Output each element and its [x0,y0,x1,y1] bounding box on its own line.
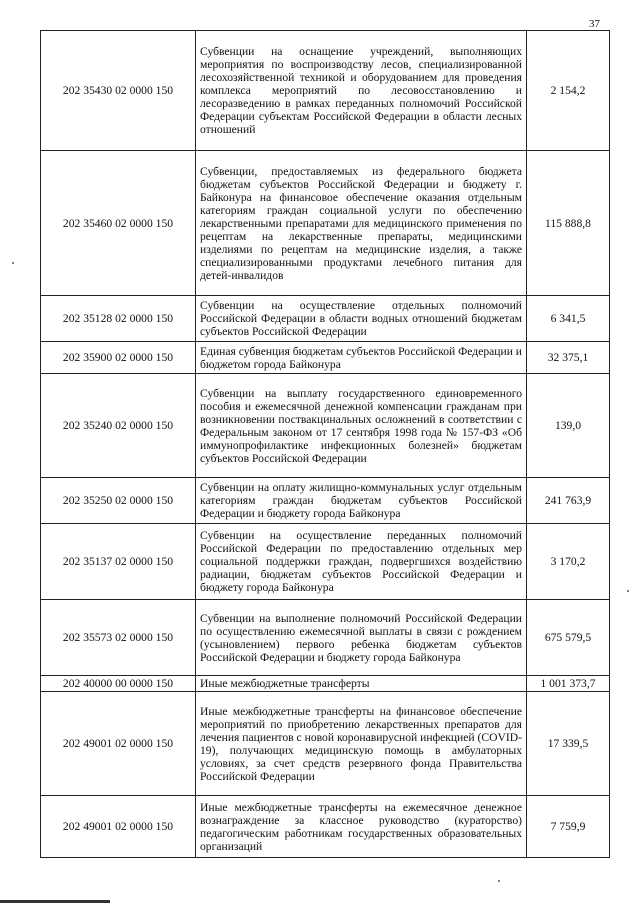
budget-item-name: Единая субвенция бюджетам субъектов Российской Федерации и бюджетом города Байконура [196,342,527,374]
table-row [41,374,610,478]
table-row [41,676,610,692]
budget-item-name: Субвенции на оснащение учреждений, выполняющих мероприятия по воспроизводству лесов, специализированной лесохозяйственной техникой и оборудованием для проведения комплекса мероприятий по лесовосстановлению и лесоразведению в рамках переданных полномочий Российской Федерации субъектам Российской Федерации в области лесных отношений [196,31,527,151]
table-row [41,31,610,151]
budget-code: 202 35240 02 0000 150 [41,374,196,478]
budget-code: 202 35573 02 0000 150 [41,600,196,676]
scan-artifact-line [0,900,110,903]
budget-code: 202 49001 02 0000 150 [41,796,196,858]
scan-artifact-dot [627,590,629,592]
budget-amount: 139,0 [527,374,610,478]
table-row [41,296,610,342]
budget-code: 202 35460 02 0000 150 [41,151,196,296]
budget-item-name: Субвенции на оплату жилищно-коммунальных услуг отдельным категориям граждан бюджетам субъектов Российской Федерации и бюджету города Байконура [196,478,527,524]
budget-code: 202 35900 02 0000 150 [41,342,196,374]
budget-amount: 6 341,5 [527,296,610,342]
budget-amount: 115 888,8 [527,151,610,296]
budget-item-name: Иные межбюджетные трансферты [196,676,527,692]
table-row [41,796,610,858]
budget-amount: 1 001 373,7 [527,676,610,692]
budget-amount: 7 759,9 [527,796,610,858]
budget-amount: 675 579,5 [527,600,610,676]
budget-code: 202 35250 02 0000 150 [41,478,196,524]
budget-code: 202 35430 02 0000 150 [41,31,196,151]
table-row [41,342,610,374]
budget-code: 202 35137 02 0000 150 [41,524,196,600]
budget-item-name: Субвенции, предоставляемых из федерального бюджета бюджетам субъектов Российской Федерации и бюджету г. Байконура на финансовое обеспечение оказания отдельным категориям граждан социальной услуги по обеспечению лекарственными препаратами для медицинского применения по рецептам на лекарственные препараты, медицинскими изделиями по рецептам на медицинские изделия, а также специализированными продуктами лечебного питания для детей-инвалидов [196,151,527,296]
page-number: 37 [589,18,600,30]
budget-amount: 17 339,5 [527,692,610,796]
scan-artifact-dot [498,880,500,882]
budget-code: 202 40000 00 0000 150 [41,676,196,692]
budget-item-name: Субвенции на осуществление отдельных полномочий Российской Федерации в области водных отношений бюджетам субъектов Российской Федерации [196,296,527,342]
budget-item-name: Субвенции на выполнение полномочий Российской Федерации по осуществлению ежемесячной выплаты в связи с рождением (усыновлением) первого ребенка бюджетам субъектов Российской Федерации и бюджету города Байконура [196,600,527,676]
budget-item-name: Субвенции на выплату государственного единовременного пособия и ежемесячной денежной компенсации гражданам при возникновении поствакцинальных осложнений в соответствии с Федеральным законом от 17 сентября 1998 года № 157-ФЗ «Об иммунопрофилактике инфекционных болезней» бюджетам субъектов Российской Федерации [196,374,527,478]
budget-code: 202 49001 02 0000 150 [41,692,196,796]
budget-item-name: Иные межбюджетные трансферты на финансовое обеспечение мероприятий по приобретению лекарственных препаратов для лечения пациентов с новой коронавирусной инфекцией (COVID-19), получающих медицинскую помощь в амбулаторных условиях, за счет средств резервного фонда Правительства Российской Федерации [196,692,527,796]
budget-amount: 3 170,2 [527,524,610,600]
table-row [41,692,610,796]
budget-amount: 32 375,1 [527,342,610,374]
budget-item-name: Субвенции на осуществление переданных полномочий Российской Федерации по предоставлению отдельных мер социальной поддержки граждан, подвергшихся воздействию радиации, бюджетам субъектов Российской Федерации и бюджету города Байконура [196,524,527,600]
budget-table [40,30,610,858]
table-row [41,478,610,524]
table-row [41,524,610,600]
scan-artifact-dot [12,262,14,264]
budget-code: 202 35128 02 0000 150 [41,296,196,342]
budget-amount: 241 763,9 [527,478,610,524]
budget-item-name: Иные межбюджетные трансферты на ежемесячное денежное вознаграждение за классное руководство (кураторство) педагогическим работникам государственных образовательных организаций [196,796,527,858]
budget-amount: 2 154,2 [527,31,610,151]
table-row [41,600,610,676]
table-row [41,151,610,296]
